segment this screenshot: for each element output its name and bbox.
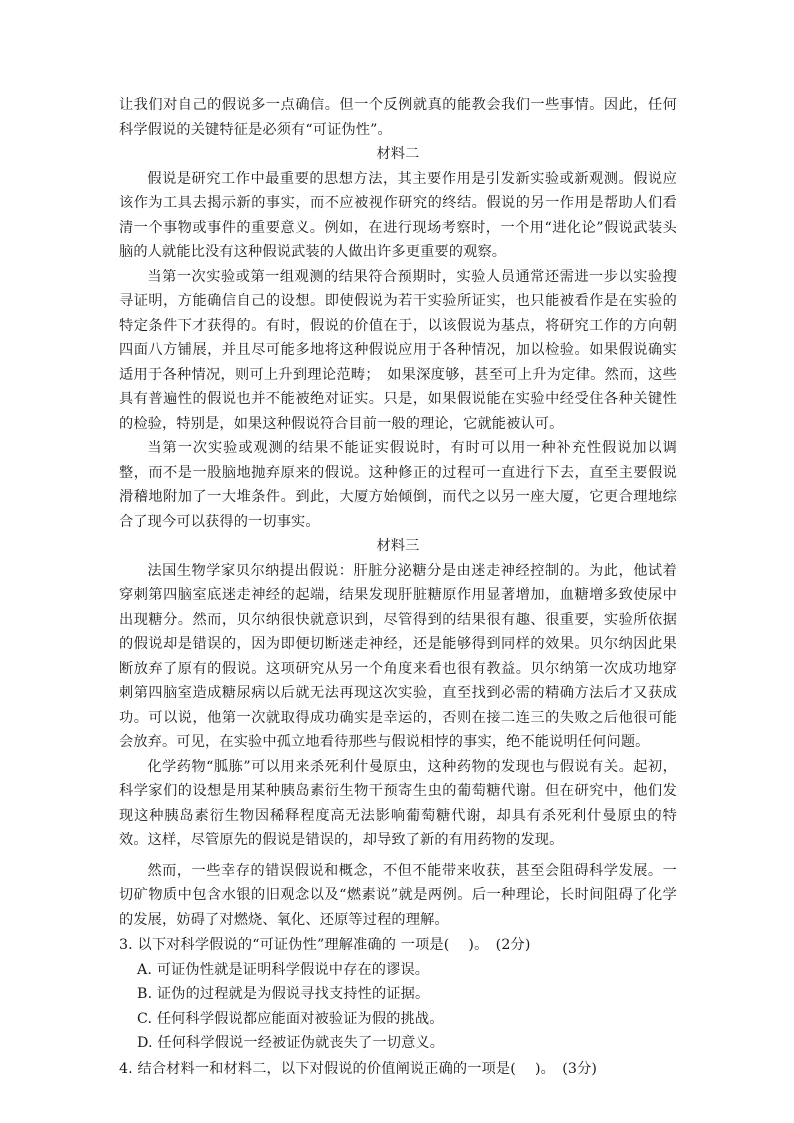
material3-paragraph-3: 然而，一些幸存的错误假说和概念，不但不能带来收获，甚至会阻碍科学发展。一切矿物质中包含水银的旧观念以及“燃素说”就是两例。后一种理论，长时间阻碍了化学的发展，妨碍了对燃烧、氧化、还原等过程的理解。 [119, 862, 677, 928]
question-3-option-d: D. 任何科学假说一经被证伪就丧失了一切意义。 [137, 1035, 445, 1051]
question-3-option-c: C. 任何科学假说都应能面对被验证为假的挑战。 [137, 1010, 444, 1027]
material2-title: 材料二 [376, 146, 420, 162]
material3-paragraph-1: 法国生物学家贝尔纳提出假说：肝脏分泌糖分是由迷走神经控制的。为此，他试着穿刺第四脑室底迷走神经的起端，结果发现肝脏糖原作用显著增加，血糖增多致使尿中出现糖分。然而，贝尔纳很快就意识到，尽管得到的结果很有趣、很重要，实验所依据的假说却是错误的，因为即便切断迷走神经，还是能够得到同样的效果。贝尔纳因此果断放弃了原有的假说。这项研究从另一个角度来看也很有教益。贝尔纳第一次成功地穿刺第四脑室造成糖尿病以后就无法再现这次实验，直至找到必需的精确方法后才又获成功。可以说，他第一次就取得成功确实是幸运的，否则在接二连三的失败之后他很可能会放弃。可见，在实验中孤立地看待那些与假说相悖的事实，绝不能说明任何问题。 [119, 562, 677, 750]
question-3-option-b: B. 证伪的过程就是为假说寻找支持性的证据。 [137, 986, 430, 1002]
material3-title: 材料三 [376, 538, 420, 554]
intro-paragraph: 让我们对自己的假说多一点确信。但一个反例就真的能教会我们一些事情。因此，任何科学假说的关键特征是必须有“可证伪性”。 [119, 97, 677, 138]
material2-paragraph-1: 假说是研究工作中最重要的思想方法，其主要作用是引发新实验或新观测。假说应该作为工具去揭示新的事实，而不应被视作研究的终结。假说的另一作用是帮助人们看清一个事物或事件的重要意义。例如，在进行现场考察时，一个用“进化论”假说武装头脑的人就能比没有这种假说武装的人做出许多更重要的观察。 [119, 170, 677, 260]
material2-paragraph-2: 当第一次实验或第一组观测的结果符合预期时，实验人员通常还需进一步以实验搜寻证明，方能确信自己的设想。即使假说为若干实验所证实，也只能被看作是在实验的特定条件下才获得的。有时，假说的价值在于，以该假说为基点，将研究工作的方向朝四面八方铺展，并且尽可能多地将这种假说应用于各种情况，加以检验。如果假说确实适用于各种情况，则可上升到理论范畴； 如果深度够，甚至可上升为定律。然而，这些具有普遍性的假说也并不能被绝对证实。只是，如果假说能在实验中经受住各种关键性的检验，特别是，如果这种假说符合目前一般的理论，它就能被认可。 [119, 268, 677, 432]
question-4-stem: 4. 结合材料一和材料二，以下对假说的价值阐说正确的一项是( )。 (3分) [119, 1060, 598, 1077]
document-content [119, 93, 677, 1081]
material3-paragraph-2: 化学药物“胍胨”可以用来杀死利什曼原虫，这种药物的发现也与假说有关。起初，科学家们的设想是用某种胰岛素衍生物干预寄生虫的葡萄糖代谢。但在研究中，他们发现这种胰岛素衍生物因稀释程度高无法影响葡萄糖代谢，却具有杀死利什曼原虫的特效。这样，尽管原先的假说是错误的，却导致了新的有用药物的发现。 [119, 758, 677, 848]
material2-paragraph-3: 当第一次实验或观测的结果不能证实假说时，有时可以用一种补充性假说加以调整，而不是一股脑地抛弃原来的假说。这种修正的过程可一直进行下去，直至主要假说滑稽地附加了一大堆条件。到此，大厦方始倾倒，而代之以另一座大厦，它更合理地综合了现今可以获得的一切事实。 [119, 440, 677, 530]
question-3-option-a: A. 可证伪性就是证明科学假说中存在的谬误。 [137, 961, 430, 978]
question-3-options [119, 958, 677, 1056]
question-3-stem: 3. 以下对科学假说的“可证伪性”理解准确的 一项是( )。 (2分) [119, 937, 531, 953]
